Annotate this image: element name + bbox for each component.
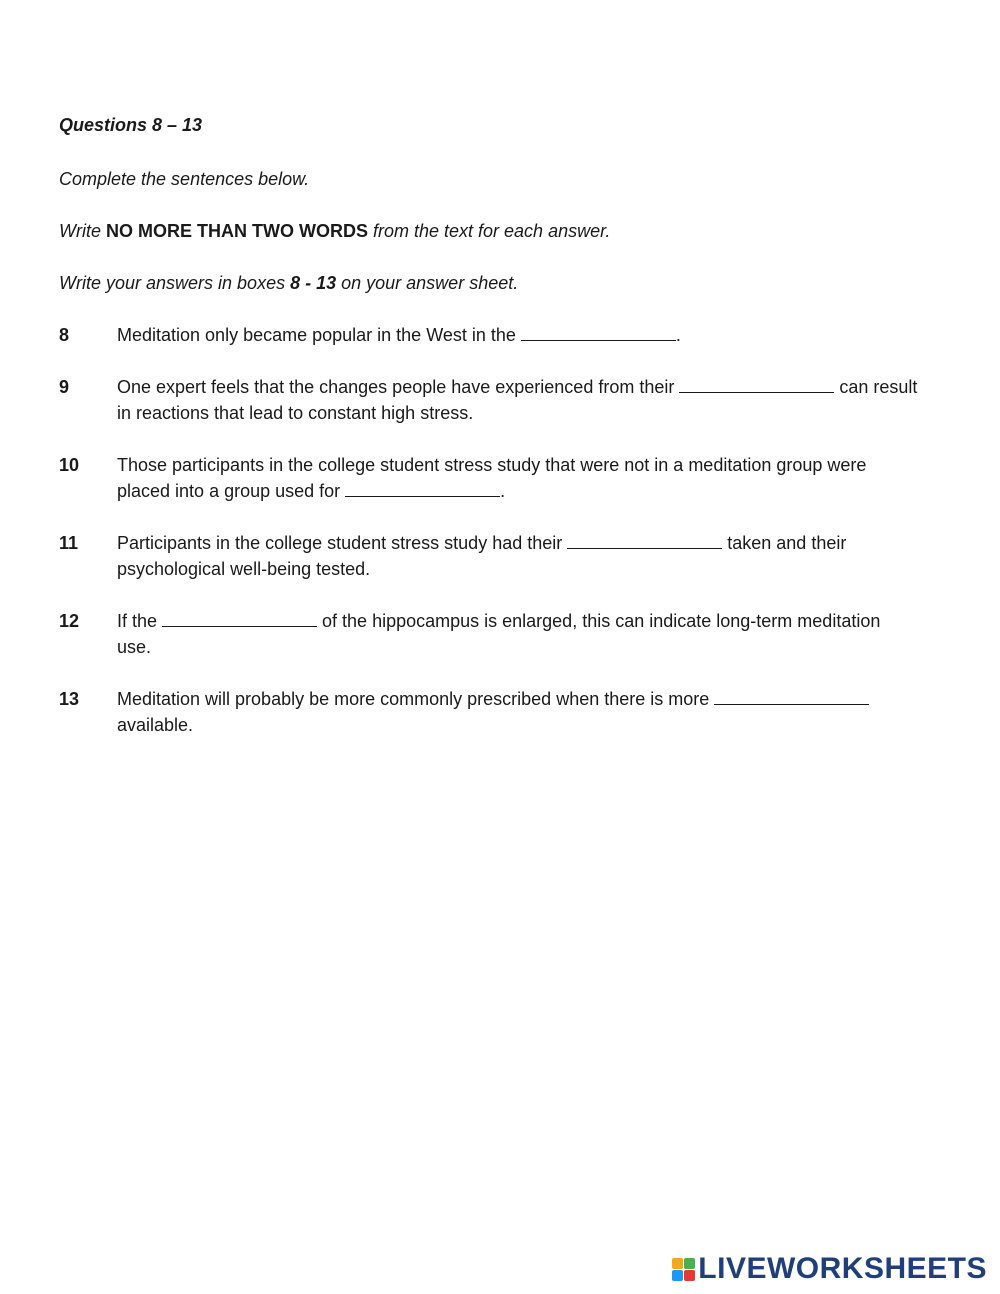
instruction-answer-boxes <box>59 270 919 296</box>
logo-square-2 <box>684 1258 695 1269</box>
question-text-pre: One expert feels that the changes people have experienced from their <box>117 377 680 397</box>
question-text-post: taken and their psychological well-being tested. <box>117 533 847 579</box>
question-13 <box>59 686 919 738</box>
question-text-pre: If the <box>117 611 163 631</box>
instruction-answer-boxes-post: on your answer sheet. <box>336 273 519 293</box>
logo-square-1 <box>672 1258 683 1269</box>
logo-square-3 <box>672 1270 683 1281</box>
logo-text: LIVEWORKSHEETS <box>698 1252 987 1285</box>
instruction-complete: Complete the sentences below. <box>59 169 310 189</box>
instruction-answer-boxes-pre: Write your answers in boxes <box>59 273 291 293</box>
question-text-pre: Meditation will probably be more commonly prescribed when there is more <box>117 689 715 709</box>
question-text-pre: Meditation only became popular in the West in the <box>117 325 521 345</box>
answer-blank-10[interactable] <box>345 478 500 497</box>
question-text-post: available. <box>117 715 194 735</box>
question-text-pre: Those participants in the college student stress study that were not in a meditation group were placed into a group used for <box>117 455 867 501</box>
logo-square-4 <box>684 1270 695 1281</box>
liveworksheets-logo <box>672 1254 987 1284</box>
question-10 <box>59 452 919 504</box>
instruction-answer-boxes-bold: 8 - 13 <box>290 273 337 293</box>
question-text-pre: Participants in the college student stress study had their <box>117 533 568 553</box>
question-9 <box>59 374 919 426</box>
question-number: 13 <box>59 689 80 709</box>
section-heading: Questions 8 – 13 <box>59 115 203 135</box>
question-text-post: . <box>500 481 506 501</box>
instruction-word-limit-pre: Write <box>59 221 106 241</box>
question-text <box>117 374 919 426</box>
question-text <box>117 608 919 660</box>
answer-blank-8[interactable] <box>521 322 676 341</box>
logo-mark-icon <box>672 1258 695 1281</box>
question-number: 8 <box>59 325 70 345</box>
question-text-post: can result in reactions that lead to constant high stress. <box>117 377 918 423</box>
question-text-post: . <box>675 325 681 345</box>
answer-blank-9[interactable] <box>679 374 834 393</box>
question-number: 12 <box>59 611 80 631</box>
instruction-word-limit <box>59 218 919 244</box>
question-text <box>117 686 919 738</box>
question-text <box>117 452 919 504</box>
answer-blank-12[interactable] <box>162 608 317 627</box>
question-12 <box>59 608 919 660</box>
question-8 <box>59 322 919 348</box>
question-text-post: of the hippocampus is enlarged, this can indicate long-term meditation use. <box>117 611 881 657</box>
question-text <box>117 322 919 348</box>
answer-blank-11[interactable] <box>567 530 722 549</box>
instruction-word-limit-post: from the text for each answer. <box>367 221 611 241</box>
question-11 <box>59 530 919 582</box>
question-number: 11 <box>59 533 79 553</box>
question-number: 10 <box>59 455 80 475</box>
question-number: 9 <box>59 377 70 397</box>
instruction-word-limit-bold: NO MORE THAN TWO WORDS <box>106 221 368 241</box>
answer-blank-13[interactable] <box>714 686 869 705</box>
question-text <box>117 530 919 582</box>
worksheet-page <box>59 112 919 764</box>
